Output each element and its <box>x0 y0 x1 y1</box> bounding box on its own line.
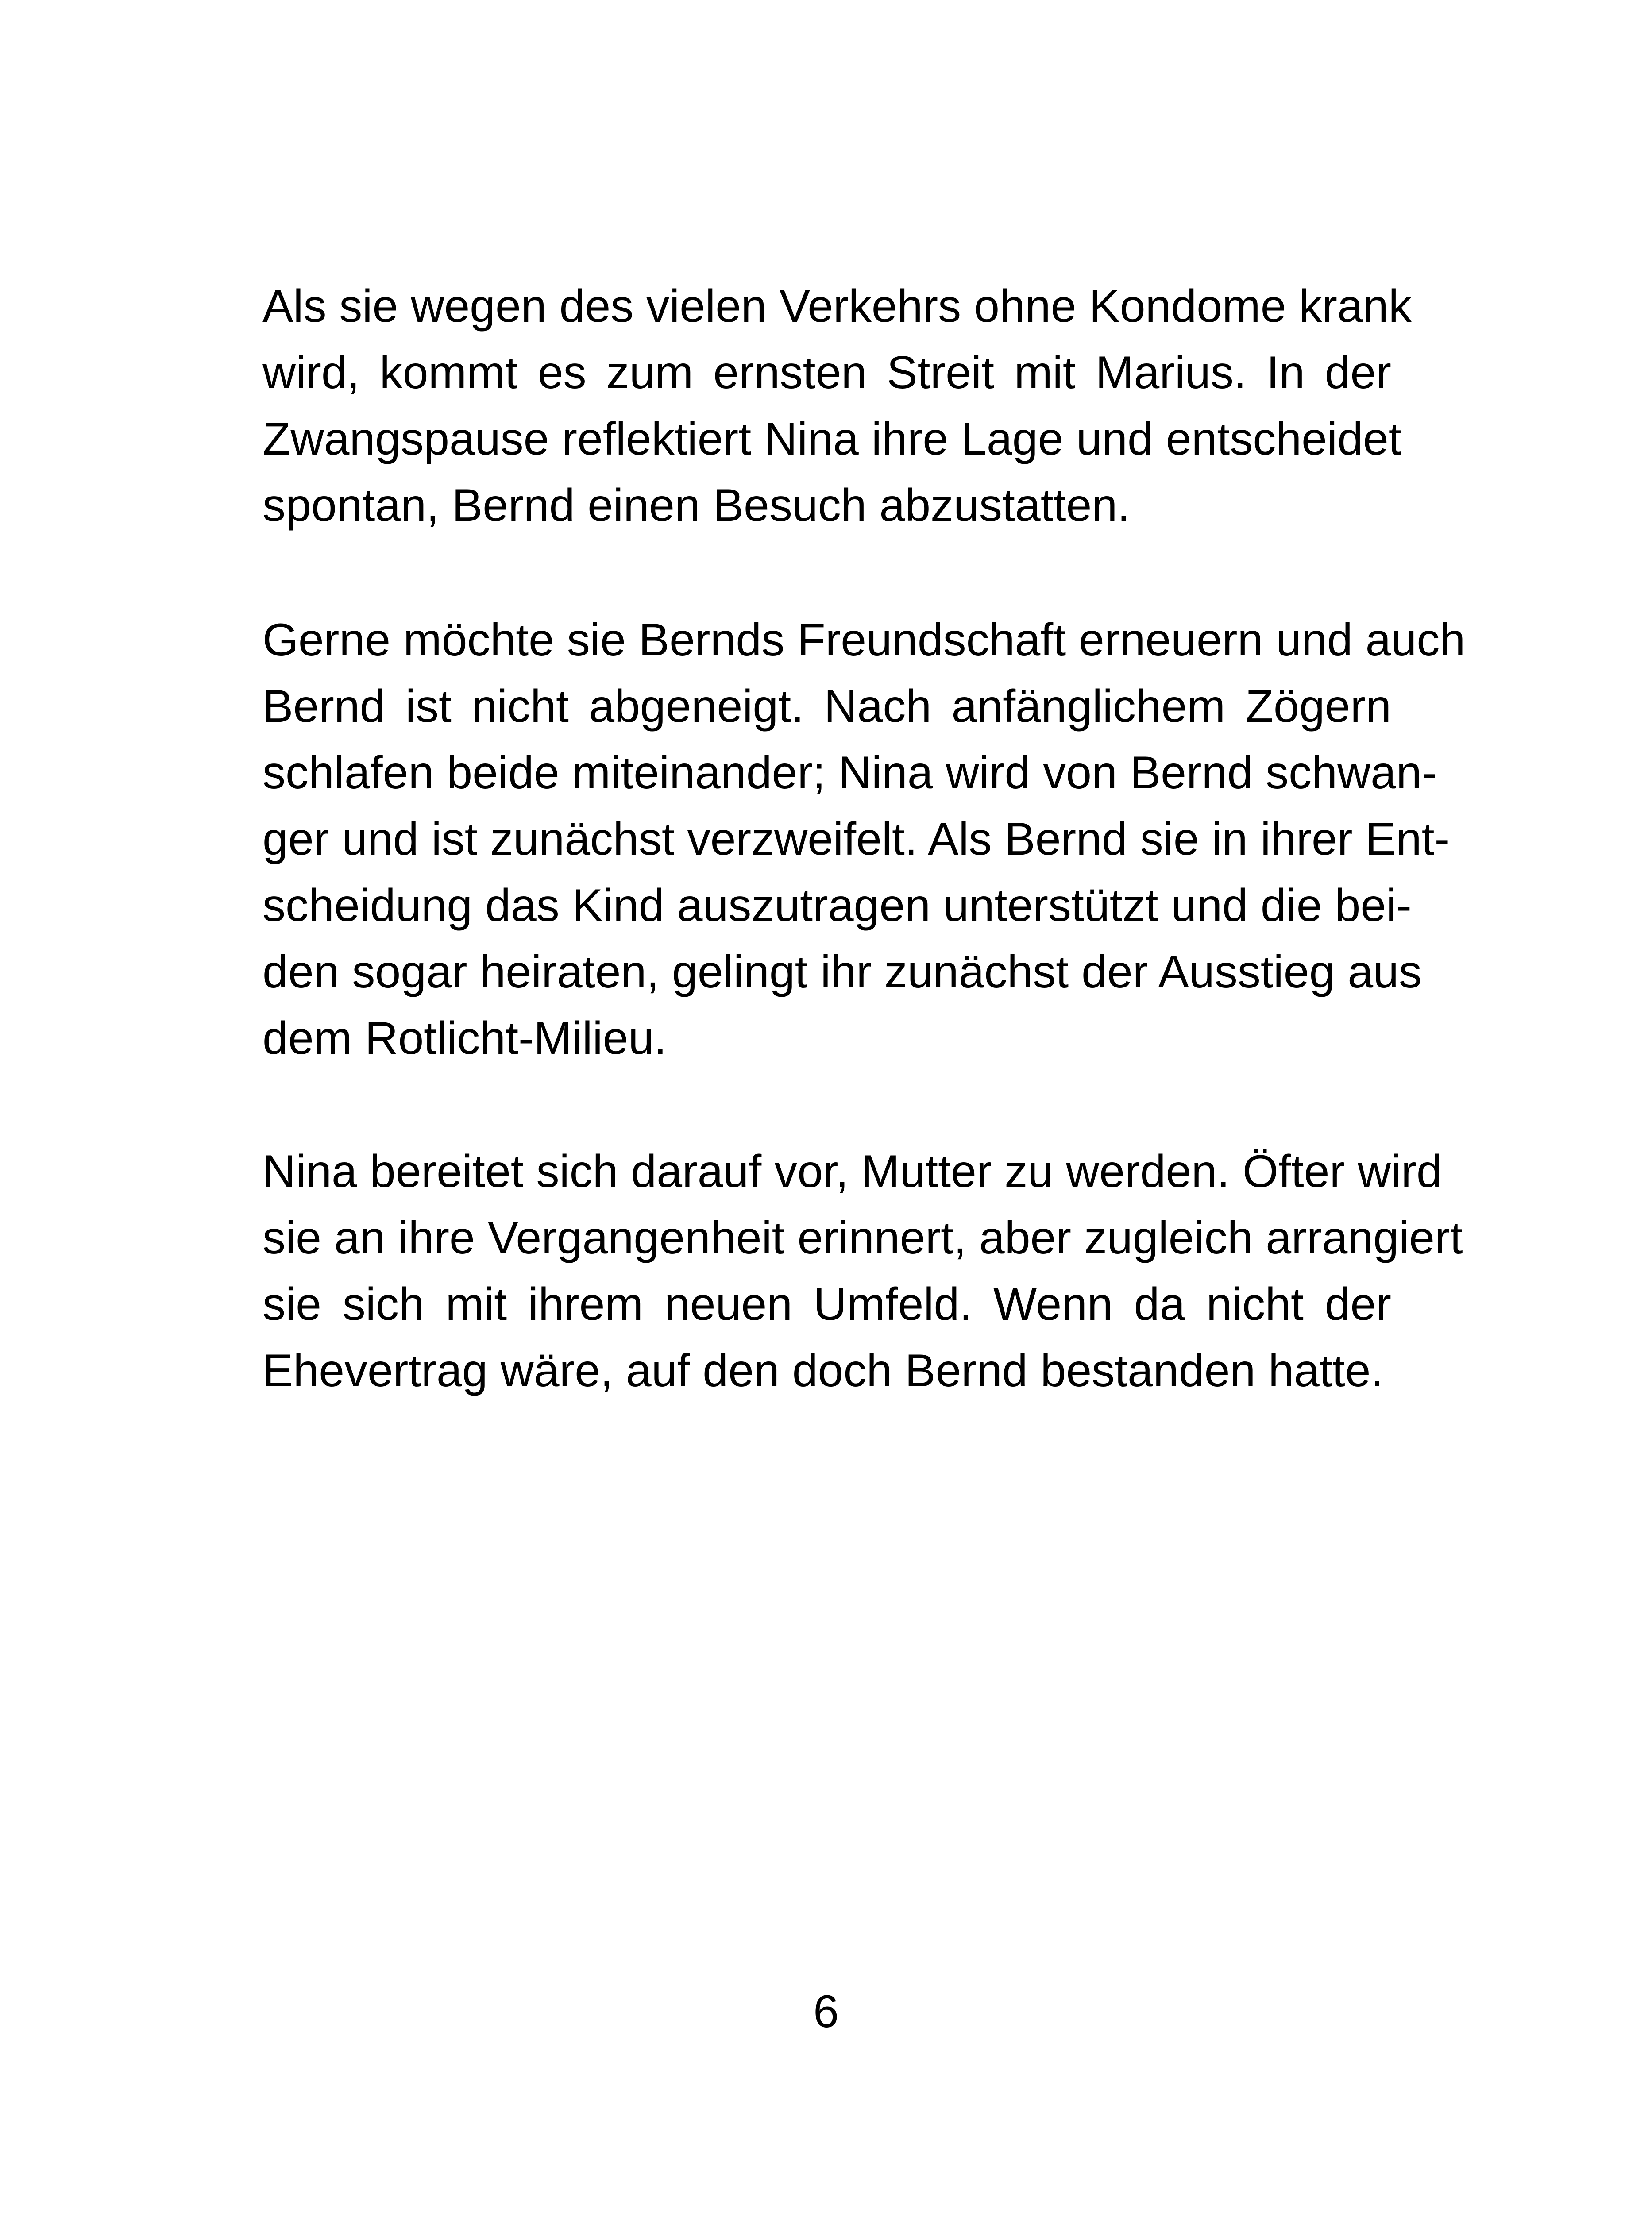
text-line: Ehevertrag wäre, auf den doch Bernd bestanden hatte. <box>262 1345 1384 1396</box>
text-line: sie sich mit ihrem neuen Umfeld. Wenn da nicht der <box>262 1279 1391 1330</box>
text-line: Zwangspause reflektiert Nina ihre Lage und entscheidet <box>262 413 1401 465</box>
text-line: schlafen beide miteinander; Nina wird von Bernd schwan- <box>262 747 1437 798</box>
text-line: Nina bereitet sich darauf vor, Mutter zu werden. Öfter wird <box>262 1146 1442 1197</box>
paragraph-1 <box>262 273 1412 539</box>
text-line: Bernd ist nicht abgeneigt. Nach anfänglichem Zögern <box>262 681 1391 732</box>
text-line: den sogar heiraten, gelingt ihr zunächst der Ausstieg aus <box>262 946 1422 998</box>
page-number: 6 <box>813 1986 839 2037</box>
text-line: Gerne möchte sie Bernds Freundschaft erneuern und auch <box>262 614 1466 666</box>
paragraph-3 <box>262 1138 1463 1404</box>
paragraph-2 <box>262 607 1466 1072</box>
text-line: scheidung das Kind auszutragen unterstützt und die bei- <box>262 880 1412 931</box>
text-line: sie an ihre Vergangenheit erinnert, aber zugleich arrangiert <box>262 1212 1463 1264</box>
text-line: wird, kommt es zum ernsten Streit mit Marius. In der <box>262 347 1391 398</box>
text-line: dem Rotlicht-Milieu. <box>262 1013 667 1064</box>
text-line: Als sie wegen des vielen Verkehrs ohne Kondome krank <box>262 281 1412 332</box>
text-line: spontan, Bernd einen Besuch abzustatten. <box>262 480 1131 531</box>
text-line: ger und ist zunächst verzweifelt. Als Bernd sie in ihrer Ent- <box>262 813 1450 865</box>
